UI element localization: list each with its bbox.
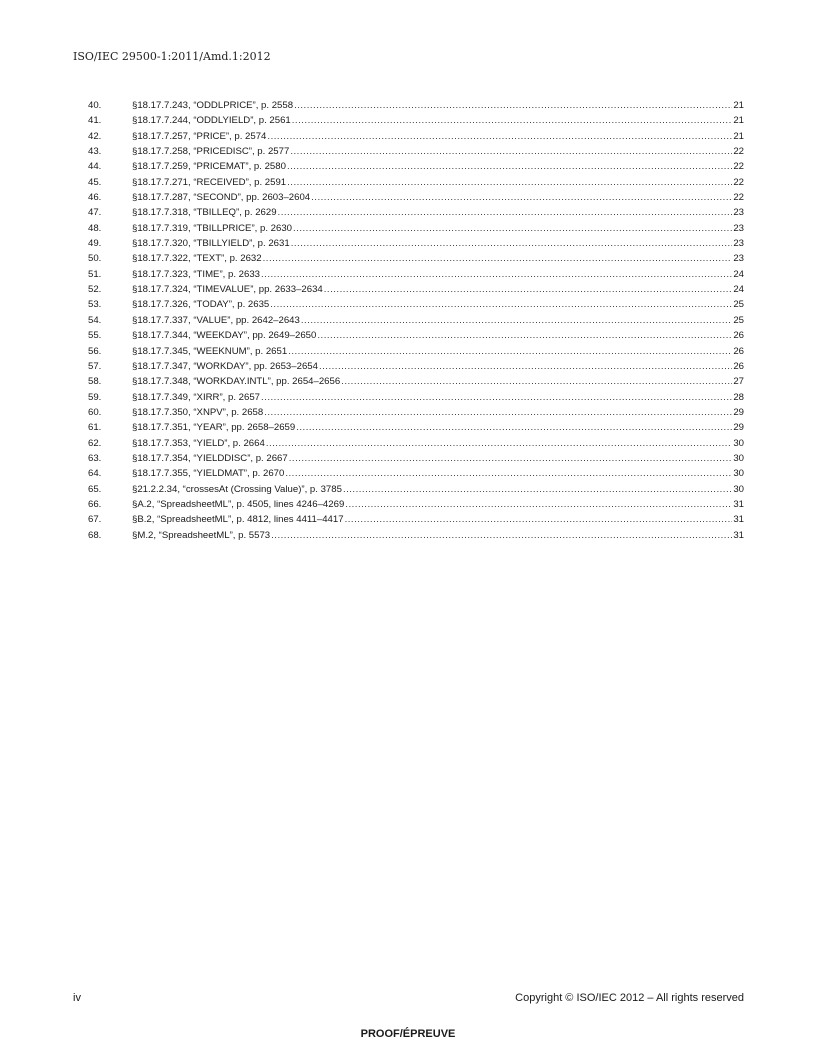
toc-entry-number: 56. <box>88 345 102 357</box>
toc-entry-number: 40. <box>88 100 102 111</box>
toc-entry[interactable] <box>88 175 744 190</box>
toc-entry-title: §18.17.7.355, “YIELDMAT”, p. 2670 <box>132 468 285 480</box>
toc-leader-dots <box>319 359 732 374</box>
toc-entry-title: §A.2, “SpreadsheetML”, p. 4505, lines 4246–4269 <box>132 498 345 510</box>
toc-entry-title: §18.17.7.323, “TIME”, p. 2633 <box>132 268 260 280</box>
toc-entry[interactable] <box>88 205 744 220</box>
toc-leader-dots <box>287 175 732 190</box>
toc-entry[interactable] <box>88 405 744 420</box>
toc-leader-dots <box>290 144 732 159</box>
toc-leader-dots <box>289 451 733 466</box>
toc-entry[interactable] <box>88 451 744 466</box>
toc-entry-number: 60. <box>88 406 102 418</box>
toc-leader-dots <box>301 313 732 328</box>
toc-entry-number: 63. <box>88 452 102 464</box>
toc-leader-dots <box>264 405 732 420</box>
toc-entry-page: 24 <box>733 268 744 280</box>
toc-entry-title: §18.17.7.319, “TBILLPRICE”, p. 2630 <box>132 222 292 234</box>
toc-entry-page: 22 <box>733 146 744 158</box>
toc-entry[interactable] <box>88 129 744 144</box>
toc-leader-dots <box>263 251 733 266</box>
toc-entry-title: §18.17.7.271, “RECEIVED”, p. 2591 <box>132 176 287 188</box>
toc-entry-title: §18.17.7.324, “TIMEVALUE”, pp. 2633–2634 <box>132 284 323 296</box>
toc-entry-title: §18.17.7.354, “YIELDDISC”, p. 2667 <box>132 452 288 464</box>
toc-entry-title: §18.17.7.350, “XNPV”, p. 2658 <box>132 406 264 418</box>
toc-entry-number: 53. <box>88 299 102 311</box>
toc-leader-dots <box>292 113 733 128</box>
toc-entry-number: 65. <box>88 483 102 495</box>
toc-entry-page: 30 <box>733 483 744 495</box>
toc-leader-dots <box>296 420 732 435</box>
toc-entry-title: §B.2, “SpreadsheetML”, p. 4812, lines 4411–4417 <box>132 514 344 526</box>
toc-entry[interactable] <box>88 159 744 174</box>
toc-entry-title: §18.17.7.243, “ODDLPRICE”, p. 2558 <box>132 100 294 111</box>
toc-entry-page: 26 <box>733 360 744 372</box>
toc-entry-page: 31 <box>733 498 744 510</box>
toc-entry-page: 31 <box>733 529 744 541</box>
toc-entry[interactable] <box>88 528 744 543</box>
toc-entry-page: 25 <box>733 314 744 326</box>
toc-leader-dots <box>345 512 733 527</box>
toc-entry-page: 22 <box>733 161 744 173</box>
toc-entry[interactable] <box>88 113 744 128</box>
table-of-contents <box>88 98 744 543</box>
toc-entry-number: 64. <box>88 468 102 480</box>
toc-entry-title: §18.17.7.337, “VALUE”, pp. 2642–2643 <box>132 314 300 326</box>
toc-entry-number: 55. <box>88 330 102 342</box>
toc-entry-number: 49. <box>88 238 102 250</box>
toc-leader-dots <box>341 374 732 389</box>
toc-entry-title: §18.17.7.326, “TODAY”, p. 2635 <box>132 299 270 311</box>
toc-entry-page: 23 <box>733 222 744 234</box>
toc-entry-number: 51. <box>88 268 102 280</box>
toc-entry-number: 59. <box>88 391 102 403</box>
toc-entry-page: 31 <box>733 514 744 526</box>
toc-entry[interactable] <box>88 282 744 297</box>
toc-leader-dots <box>285 466 732 481</box>
toc-leader-dots <box>291 236 733 251</box>
toc-entry-number: 41. <box>88 115 102 127</box>
toc-entry-title: §18.17.7.345, “WEEKNUM”, p. 2651 <box>132 345 288 357</box>
toc-entry[interactable] <box>88 297 744 312</box>
toc-entry[interactable] <box>88 190 744 205</box>
toc-entry[interactable] <box>88 420 744 435</box>
copyright-notice: Copyright © ISO/IEC 2012 – All rights reserved <box>515 992 744 1004</box>
toc-leader-dots <box>317 328 732 343</box>
toc-leader-dots <box>311 190 732 205</box>
toc-entry-title: §18.17.7.318, “TBILLEQ”, p. 2629 <box>132 207 277 219</box>
toc-entry-page: 30 <box>733 468 744 480</box>
toc-entry-number: 45. <box>88 176 102 188</box>
toc-leader-dots <box>288 344 732 359</box>
toc-entry-title: §21.2.2.34, “crossesAt (Crossing Value)”, p. 3785 <box>132 483 342 495</box>
toc-leader-dots <box>343 482 732 497</box>
toc-entry[interactable] <box>88 221 744 236</box>
toc-entry-page: 23 <box>733 207 744 219</box>
toc-entry[interactable] <box>88 436 744 451</box>
toc-entry-number: 52. <box>88 284 102 296</box>
toc-entry-number: 44. <box>88 161 102 173</box>
toc-entry-number: 43. <box>88 146 102 158</box>
toc-leader-dots <box>287 159 732 174</box>
toc-entry-number: 68. <box>88 529 102 541</box>
page-number: iv <box>73 992 81 1004</box>
toc-entry-page: 28 <box>733 391 744 403</box>
toc-entry-page: 22 <box>733 176 744 188</box>
toc-entry[interactable] <box>88 390 744 405</box>
toc-leader-dots <box>261 390 732 405</box>
toc-entry[interactable] <box>88 482 744 497</box>
proof-label: PROOF/ÉPREUVE <box>360 1028 456 1040</box>
toc-entry[interactable] <box>88 466 744 481</box>
toc-entry-number: 54. <box>88 314 102 326</box>
toc-entry-page: 24 <box>733 284 744 296</box>
toc-leader-dots <box>261 267 732 282</box>
document-header: ISO/IEC 29500-1:2011/Amd.1:2012 <box>73 50 271 63</box>
toc-entry-number: 57. <box>88 360 102 372</box>
toc-entry-number: 46. <box>88 192 102 204</box>
toc-entry-page: 21 <box>733 100 744 111</box>
toc-entry[interactable] <box>88 374 744 389</box>
toc-entry-title: §18.17.7.353, “YIELD”, p. 2664 <box>132 437 265 449</box>
toc-entry-number: 58. <box>88 376 102 388</box>
toc-entry-title: §18.17.7.322, “TEXT”, p. 2632 <box>132 253 262 265</box>
toc-entry-number: 61. <box>88 422 102 434</box>
toc-entry-page: 29 <box>733 406 744 418</box>
toc-entry-page: 30 <box>733 437 744 449</box>
toc-entry-number: 62. <box>88 437 102 449</box>
toc-entry[interactable] <box>88 344 744 359</box>
toc-entry-page: 25 <box>733 299 744 311</box>
toc-leader-dots <box>271 528 732 543</box>
toc-entry-title: §18.17.7.351, “YEAR”, pp. 2658–2659 <box>132 422 296 434</box>
toc-entry-page: 30 <box>733 452 744 464</box>
toc-leader-dots <box>278 205 733 220</box>
toc-entry-number: 48. <box>88 222 102 234</box>
toc-entry[interactable] <box>88 251 744 266</box>
toc-entry-page: 26 <box>733 330 744 342</box>
toc-entry-page: 26 <box>733 345 744 357</box>
toc-entry-page: 29 <box>733 422 744 434</box>
toc-entry-number: 66. <box>88 498 102 510</box>
toc-entry[interactable] <box>88 267 744 282</box>
toc-entry-number: 42. <box>88 130 102 142</box>
toc-entry[interactable] <box>88 328 744 343</box>
toc-entry-page: 22 <box>733 192 744 204</box>
toc-entry[interactable] <box>88 512 744 527</box>
toc-leader-dots <box>324 282 733 297</box>
toc-entry[interactable] <box>88 313 744 328</box>
toc-entry-title: §18.17.7.259, “PRICEMAT”, p. 2580 <box>132 161 286 173</box>
toc-leader-dots <box>267 129 732 144</box>
toc-entry-page: 23 <box>733 253 744 265</box>
toc-leader-dots <box>294 98 732 113</box>
toc-entry[interactable] <box>88 236 744 251</box>
toc-entry[interactable] <box>88 144 744 159</box>
toc-entry-title: §18.17.7.257, “PRICE”, p. 2574 <box>132 130 267 142</box>
toc-entry[interactable] <box>88 98 744 113</box>
toc-entry[interactable] <box>88 359 744 374</box>
toc-entry-page: 23 <box>733 238 744 250</box>
toc-leader-dots <box>266 436 733 451</box>
toc-entry[interactable] <box>88 497 744 512</box>
toc-entry-number: 47. <box>88 207 102 219</box>
toc-entry-title: §18.17.7.287, “SECOND”, pp. 2603–2604 <box>132 192 311 204</box>
toc-entry-title: §18.17.7.320, “TBILLYIELD”, p. 2631 <box>132 238 290 250</box>
toc-entry-title: §M.2, “SpreadsheetML”, p. 5573 <box>132 529 271 541</box>
toc-entry-title: §18.17.7.349, “XIRR”, p. 2657 <box>132 391 260 403</box>
toc-entry-title: §18.17.7.347, “WORKDAY”, pp. 2653–2654 <box>132 360 318 372</box>
toc-entry-title: §18.17.7.348, “WORKDAY.INTL”, pp. 2654–2656 <box>132 376 341 388</box>
toc-entry-page: 27 <box>733 376 744 388</box>
toc-leader-dots <box>345 497 732 512</box>
toc-leader-dots <box>293 221 732 236</box>
toc-entry-number: 67. <box>88 514 102 526</box>
toc-entry-title: §18.17.7.344, “WEEKDAY”, pp. 2649–2650 <box>132 330 317 342</box>
toc-entry-title: §18.17.7.244, “ODDLYIELD”, p. 2561 <box>132 115 291 127</box>
toc-entry-page: 21 <box>733 115 744 127</box>
toc-entry-number: 50. <box>88 253 102 265</box>
toc-entry-page: 21 <box>733 130 744 142</box>
toc-leader-dots <box>270 297 732 312</box>
toc-entry-title: §18.17.7.258, “PRICEDISC”, p. 2577 <box>132 146 290 158</box>
